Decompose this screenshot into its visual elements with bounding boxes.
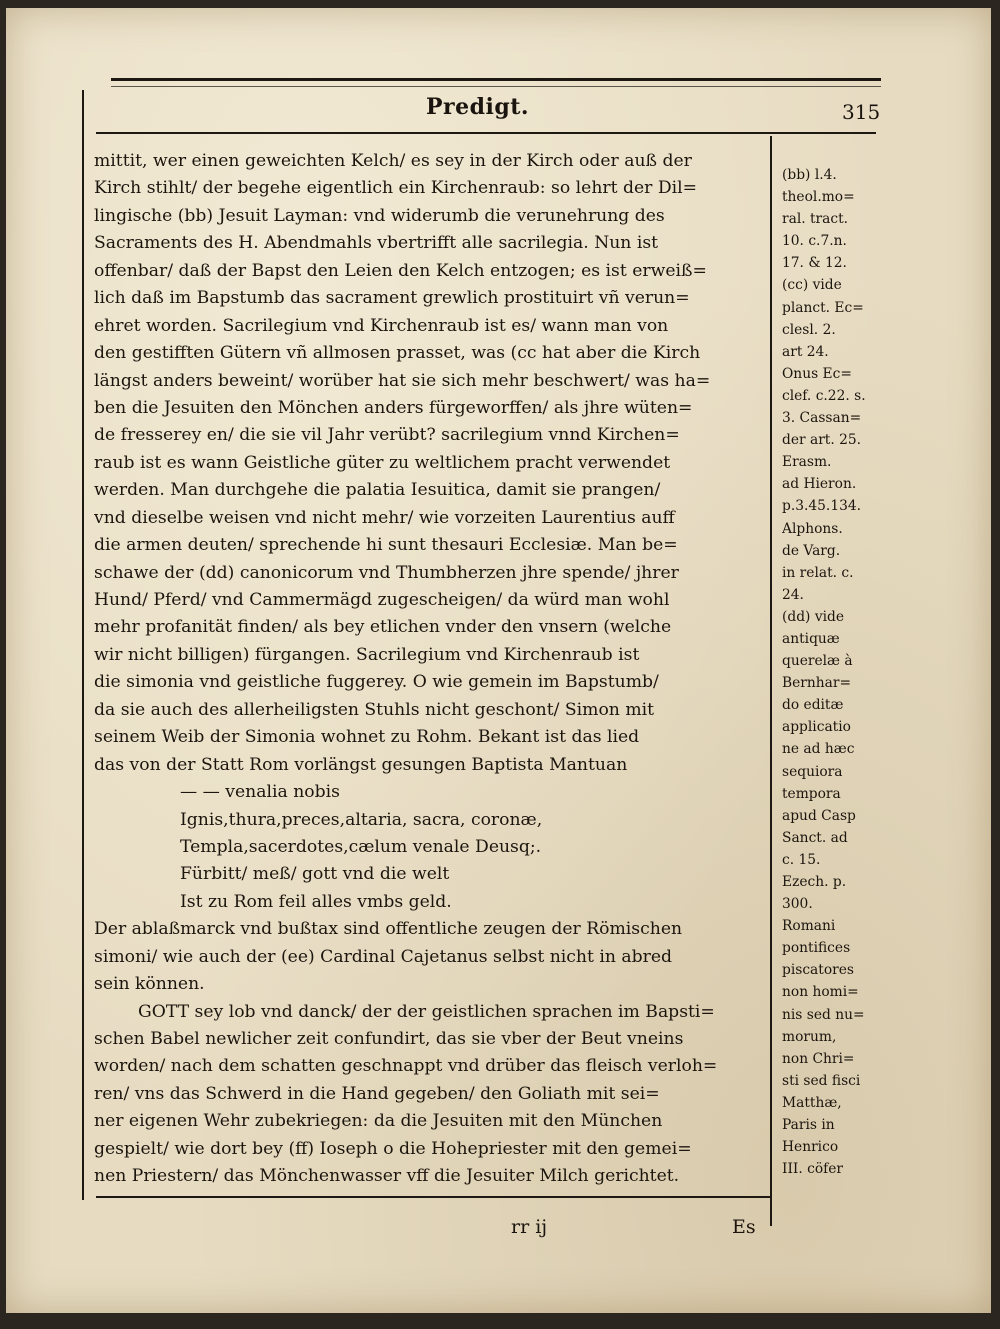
text-line: Der ablaßmarck vnd bußtax sind offentliche zeugen der Römischen (94, 919, 683, 940)
margin-note-line: clef. c.22. s. (782, 387, 866, 404)
text-line: ehret worden. Sacrilegium vnd Kirchenraub ist es/ wann man von (94, 315, 669, 336)
text-line: die armen deuten/ sprechende hi sunt thesauri Ecclesiæ. Man be= (94, 535, 678, 556)
text-line: mittit, wer einen geweichten Kelch/ es sey in der Kirch oder auß der (94, 151, 692, 171)
running-head: Predigt. (426, 94, 530, 120)
margin-note-line: tempora (782, 785, 841, 802)
text-line: simoni/ wie auch der (ee) Cardinal Cajetanus selbst nicht in abred (94, 946, 673, 967)
top-rule-thin (111, 86, 881, 87)
text-line: ben die Jesuiten den Mönchen anders fürgeworffen/ als jhre wüten= (94, 397, 693, 418)
margin-note-line: 10. c.7.n. (782, 233, 847, 250)
margin-note-line: non Chri= (782, 1050, 855, 1067)
signature-mark: rr ij (511, 1216, 548, 1238)
verse-line: Fürbitt/ meß/ gott vnd die welt (180, 864, 450, 885)
margin-note-line: (bb) l.4. (782, 167, 837, 183)
margin-note-line: Matthæ, (782, 1094, 842, 1111)
text-line: Sacraments des H. Abendmahls vbertrifft alle sacrilegia. Nun ist (94, 233, 659, 254)
margin-note-line: querelæ à (782, 653, 853, 670)
text-line: werden. Man durchgehe die palatia Iesuitica, damit sie prangen/ (94, 480, 661, 501)
margin-note-line: Erasm. (782, 454, 832, 471)
margin-note-line: Sanct. ad (782, 829, 848, 846)
text-line: worden/ nach dem schatten geschnappt vnd drüber das fleisch verloh= (94, 1056, 718, 1077)
margin-note-line: sequiora (782, 763, 843, 780)
margin-note-line: applicatio (782, 719, 851, 736)
margin-note-line: ral. tract. (782, 211, 849, 228)
margin-note-line: Onus Ec= (782, 365, 852, 382)
header-rule (96, 132, 876, 134)
main-text-block (94, 148, 766, 1191)
margin-note-line: antiquæ (782, 630, 840, 647)
margin-note-line: ne ad hæc (782, 741, 855, 758)
margin-note-line: do editæ (782, 697, 844, 714)
text-line: offenbar/ daß der Bapst den Leien den Kelch entzogen; es ist erweiß= (94, 260, 707, 281)
text-line: vnd dieselbe weisen vnd nicht mehr/ wie vorzeiten Laurentius auff (94, 507, 675, 528)
margin-note-line: Romani (782, 918, 836, 935)
text-line: den gestifften Gütern vñ allmosen prasset, was (cc hat aber die Kirch (94, 343, 701, 364)
margin-note-line: de Varg. (782, 542, 841, 559)
text-line: lingische (bb) Jesuit Layman: vnd widerumb die verunehrung des (94, 205, 665, 226)
margin-note-line: p.3.45.134. (782, 498, 862, 515)
margin-note-line: art 24. (782, 343, 829, 360)
margin-note-line: apud Casp (782, 807, 856, 824)
margin-note-line: 24. (782, 586, 804, 603)
margin-note-line: non homi= (782, 984, 859, 1001)
margin-note-line: planct. Ec= (782, 299, 864, 316)
closing-paragraph (94, 916, 766, 998)
verse-line: Ignis,thura,preces,altaria, sacra, coronæ, (180, 809, 543, 830)
margin-note-line: Paris in (782, 1117, 835, 1134)
text-line: Hund/ Pferd/ vnd Cammermägd zugescheigen/ da würd man wohl (94, 590, 670, 610)
margin-note-line: piscatores (782, 962, 854, 979)
margin-note-line: ad Hieron. (782, 476, 857, 493)
text-line: ner eigenen Wehr zubekriegen: da die Jesuiten mit den München (94, 1111, 663, 1132)
margin-divider-rule (770, 136, 772, 1226)
margin-note-line: c. 15. (782, 851, 821, 868)
margin-note-line: pontifices (782, 940, 851, 957)
margin-note-line: 17. & 12. (782, 255, 847, 272)
body-paragraph (94, 148, 766, 779)
verse-quotation (94, 779, 766, 916)
final-paragraph (94, 999, 766, 1191)
bottom-rule (96, 1196, 771, 1198)
text-line: das von der Statt Rom vorlängst gesungen Baptista Mantuan (94, 754, 628, 775)
text-line: die simonia vnd geistliche fuggerey. O wie gemein im Bapstumb/ (94, 672, 659, 693)
verse-line: Templa,sacerdotes,cælum venale Deusq;. (180, 836, 542, 857)
catchword: Es (732, 1216, 756, 1238)
margin-note-line: (cc) vide (782, 277, 842, 294)
text-line: ren/ vns das Schwerd in die Hand gegeben/ den Goliath mit sei= (94, 1083, 660, 1104)
margin-note-line: sti sed fisci (782, 1072, 861, 1089)
margin-note-line: III. cöfer (782, 1161, 844, 1178)
text-line: wir nicht billigen) fürgangen. Sacrilegium vnd Kirchenraub ist (94, 644, 640, 665)
text-line: sein können. (94, 974, 205, 995)
top-rule (111, 78, 881, 81)
verse-line: — — venalia nobis (180, 782, 340, 803)
margin-note-line: der art. 25. (782, 432, 862, 449)
verse-line: Ist zu Rom feil alles vmbs geld. (180, 891, 452, 912)
text-line: de fresserey en/ die sie vil Jahr verübt? sacrilegium vnnd Kirchen= (94, 425, 680, 446)
margin-note-line: morum, (782, 1028, 837, 1045)
text-line: längst anders beweint/ worüber hat sie sich mehr beschwert/ was ha= (94, 370, 711, 391)
margin-note-line: Bernhar= (782, 675, 852, 692)
text-line: GOTT sey lob vnd danck/ der der geistlichen sprachen im Bapsti= (138, 1001, 715, 1022)
margin-note-line: in relat. c. (782, 564, 854, 581)
text-line: schawe der (dd) canonicorum vnd Thumbherzen jhre spende/ jhrer (94, 562, 679, 583)
margin-note-line: Ezech. p. (782, 874, 847, 890)
margin-note-line: 300. (782, 896, 813, 913)
margin-note-line: nis sed nu= (782, 1006, 865, 1023)
margin-note-line: clesl. 2. (782, 321, 836, 338)
margin-note-line: theol.mo= (782, 189, 855, 206)
text-line: da sie auch des allerheiligsten Stuhls nicht geschont/ Simon mit (94, 699, 655, 720)
text-line: lich daß im Bapstumb das sacrament grewlich prostituirt vñ verun= (94, 288, 690, 309)
text-line: gespielt/ wie dort bey (ff) Ioseph o die Hohepriester mit den gemei= (94, 1138, 692, 1159)
page-number: 315 (842, 100, 881, 124)
text-line: Kirch stihlt/ der begehe eigentlich ein Kirchenraub: so lehrt der Dil= (94, 178, 698, 199)
margin-note-line: Henrico (782, 1139, 839, 1156)
book-page (6, 8, 991, 1313)
text-line: schen Babel newlicher zeit confundirt, das sie vber der Beut vneins (94, 1029, 684, 1049)
text-line: mehr profanität finden/ als bey etlichen vnder den vnsern (welche (94, 617, 672, 638)
text-line: nen Priestern/ das Mönchenwasser vff die Jesuiter Milch gerichtet. (94, 1166, 680, 1187)
left-frame-rule (82, 90, 84, 1200)
text-line: raub ist es wann Geistliche güter zu weltlichem pracht verwendet (94, 452, 671, 473)
margin-note-line: Alphons. (782, 520, 843, 537)
marginal-notes (782, 164, 890, 1180)
margin-note-line: 3. Cassan= (782, 410, 862, 427)
margin-note-line: (dd) vide (782, 608, 845, 625)
text-line: seinem Weib der Simonia wohnet zu Rohm. Bekant ist das lied (94, 727, 640, 748)
